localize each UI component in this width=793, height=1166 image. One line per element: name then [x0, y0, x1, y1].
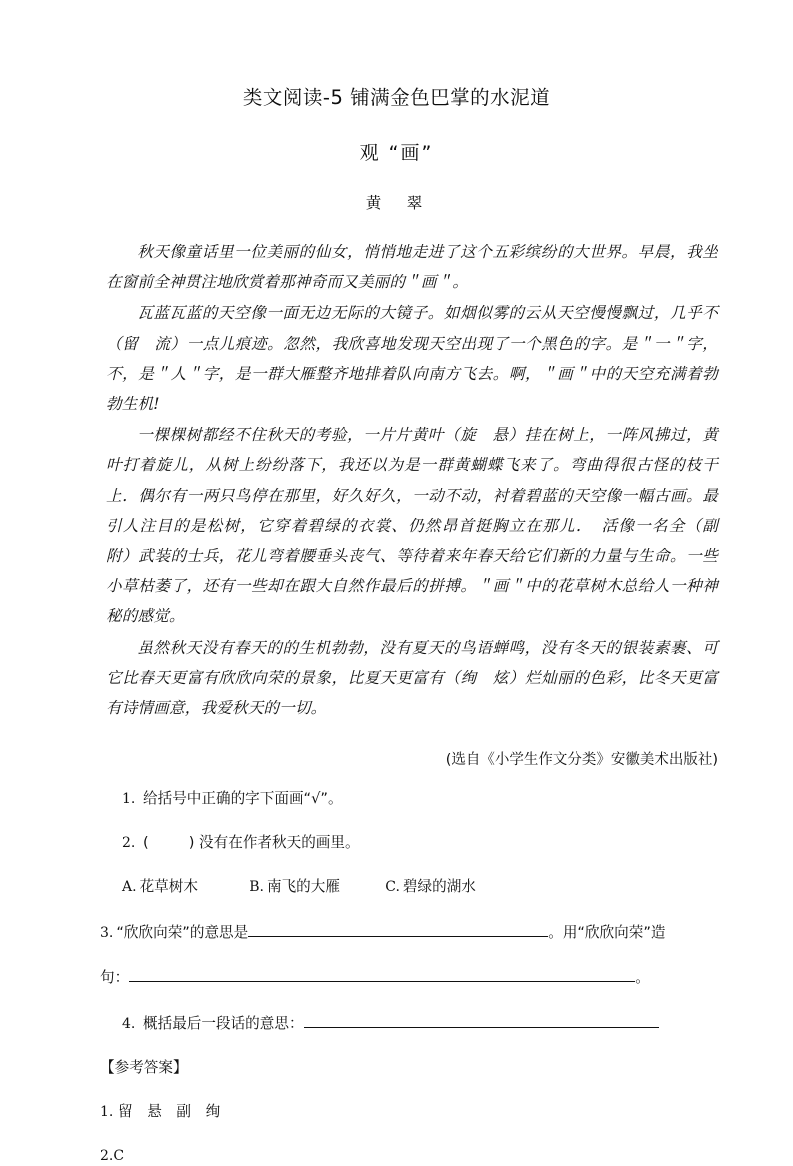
question-1 [100, 789, 728, 809]
passage-paragraph-1: 秋天像童话里一位美丽的仙女，悄悄地走进了这个五彩缤纷的大世界。早晨，我坐在窗前全神贯注地欣赏着那神奇而又美丽的＂画＂。 [106, 243, 718, 292]
passage-paragraph-4: 虽然秋天没有春天的的生机勃勃，没有夏天的鸟语蝉鸣，没有冬天的银装素裹、可它比春天更富有欣欣向荣的景象，比夏天更富有（绚 炫）烂灿丽的色彩，比冬天更富有诗情画意，我爱秋天的一切。 [106, 638, 718, 718]
question-2-paren-close: ) [188, 834, 195, 852]
question-2 [100, 833, 728, 853]
choice-c[interactable] [385, 878, 476, 895]
question-3-text-before: “欣欣向荣”的意思是 [116, 924, 249, 942]
question-3-text-line2: 句： [100, 969, 130, 987]
choice-a-text: 花草树木 [139, 878, 198, 896]
question-2-paren-open: ( [143, 834, 149, 852]
choice-a-label: A. [122, 879, 137, 896]
passage-paragraph-2: 瓦蓝瓦蓝的天空像一面无边无际的大镜子。如烟似雾的云从天空慢慢飘过，几乎不（留 流）一点儿痕迹。忽然，我欣喜地发现天空出现了一个黑色的字。是＂一＂字，不，是＂人＂字，是一群大雁整齐地排着队向南方飞去。啊，＂画＂中的天空充满着勃勃生机! [106, 304, 718, 414]
question-4 [100, 1012, 728, 1034]
answer-item-2-number: 2.C [100, 1148, 125, 1165]
question-3-line2 [100, 966, 728, 988]
question-3-text-middle: 。用“欣欣向荣”造 [548, 924, 666, 942]
answers-section [100, 1058, 728, 1166]
passage-body [106, 237, 734, 723]
choice-b-text: 南飞的大雁 [266, 878, 340, 896]
question-3-blank-1[interactable] [248, 921, 548, 937]
choice-b-label: B. [249, 879, 264, 896]
source-attribution: (选自《小学生作文分类》安徽美术出版社) [445, 752, 718, 769]
question-3-text-end: 。 [635, 969, 650, 987]
answer-item-2 [100, 1146, 728, 1166]
answer-item-1-number: 1. [100, 1104, 114, 1121]
answer-item-1-text: 留 悬 副 绚 [118, 1103, 221, 1121]
article-author: 黄 翠 [365, 194, 428, 212]
questions-section [100, 789, 728, 1034]
question-2-text: 没有在作者秋天的画里。 [199, 834, 360, 852]
question-1-number: 1. [122, 791, 136, 808]
question-4-text: 概括最后一段话的意思： [143, 1015, 304, 1033]
question-2-choices [100, 877, 728, 897]
question-2-number: 2. [122, 835, 136, 852]
question-1-text: 给括号中正确的字下面画“√”。 [143, 790, 343, 808]
choice-c-label: C. [385, 879, 400, 896]
question-3-blank-2[interactable] [129, 966, 635, 982]
question-4-number: 4. [122, 1016, 136, 1033]
question-3-number: 3. [100, 925, 114, 942]
page-title: 类文阅读-5 铺满金色巴掌的水泥道 [242, 86, 551, 109]
choice-a[interactable] [122, 878, 198, 895]
answer-item-1 [100, 1102, 728, 1122]
passage-paragraph-3: 一棵棵树都经不住秋天的考验，一片片黄叶（旋 悬）挂在树上，一阵风拂过，黄叶打着旋儿，从树上纷纷落下，我还以为是一群黄蝴蝶飞来了。弯曲得很古怪的枝干上．偶尔有一两只鸟停在那里，好久好久，一动不动，衬着碧蓝的天空像一幅古画。最引人注目的是松树，它穿着碧绿的衣裳、仍然昂首挺胸立在那儿． 活像一名全（副 附）武装的士兵，花儿弯着腰垂头丧气、等待着来年春天给它们新的力量与生命。一些小草枯萎了，还有一些却在跟大自然作最后的拼搏。＂画＂中的花草树木总给人一种神秘的感觉。 [106, 426, 734, 626]
answers-heading: 【参考答案】 [100, 1059, 188, 1077]
question-4-blank[interactable] [304, 1012, 659, 1028]
question-3 [100, 921, 728, 944]
choice-b[interactable] [249, 878, 340, 895]
article-subtitle: 观 “画” [359, 142, 434, 164]
choice-c-text: 碧绿的湖水 [402, 878, 476, 896]
